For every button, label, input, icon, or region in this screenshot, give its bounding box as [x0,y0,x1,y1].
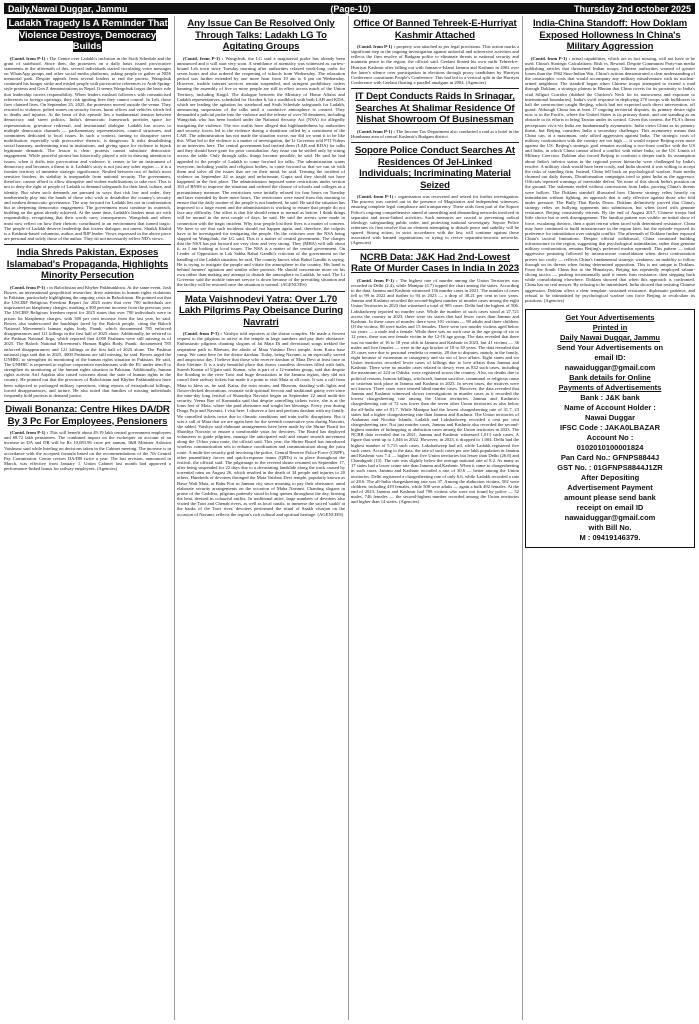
ad-line: with Bill No. [588,523,632,532]
ad-line: IFSC Code : JAKA0LBAZAR [559,423,660,432]
ad-line: Pan Card No.: GFNPS8844J [560,453,660,462]
article-divider [4,401,171,402]
article-divider [177,291,345,292]
ad-email: nawaiduggar@gmail.com [564,363,656,372]
ad-line: email ID: [594,353,626,362]
ad-line: Printed in [592,323,628,332]
article-headline: India Shreds Pakistan, Exposes Islamabad's Propaganda, Highlights Minority Persecution [6,247,169,282]
column-4 [525,16,695,1020]
article-body: (Contd. from P-1) : The Centre over Ladakh's inclusion in the Sixth Schedule and the grant of statehood. Since then, the protesters on a daily basis issued provocative statements in the aftermath of this, several individuals started circulating voice messages on WhatsApp groups and other social media platforms, asking people to gather at NDS memorial park. Despite appeals from several leaders to end the protest, Wangchuk continued his hunger strike and misled people with provocative references to Arab Spring-style protests and Gen Z demonstrations in Nepal. It seems Wangchuk forgot the basic rule that leadership carries responsibility. When leaders mislead followers with romanticised references to foreign uprisings, they risk igniting fires they cannot control. In Leh, those fires claimed lives. On September 25, 2025, the protesters moved outside the venue. They resorted to violence, pelted stones on security forces, burnt offices and vehicles which led to deaths and injuries. At the heart of this episode lies a fundamental tension between democracy and street politics. India's democratic framework provides space for representation, grievance redressal, and institutional dialogue. Ladakh has access to multiple democratic channels — parliamentary representatives, council structures, and committees dedicated to local issues. In such a context, turning to disruptive street mobilisation, especially with provocative rhetoric, is dangerous. It risks destabilising social harmony, undermining trust in institutions, and giving space for violence to hijack legitimate demands. The lesson is clear: protests cannot substitute democratic engagement. While peaceful protest has historically played a role in drawing attention to issues, when it drifts into provocation and violence, it ceases to be an instrument of democracy and becomes a threat to it. Ladakh's story is not just any other region — it is a frontier territory of immense strategic significance. Nestled between two of India's most sensitive borders, its stability is inseparable from national security. The government, therefore, cannot afford to allow disruptive and violent mobilisations to take root. This is not to deny the right of people of Ladakh to demand safeguards for their land, culture, and identity. But when such demands are pursued in ways that risk law and order, they inadvertently play into the hands of those who wish to destabilise the country's security and weaken democratic governance. The way forward for Ladakh lies not in confrontation but in deepening democratic engagement. The government must continue its outreach, building on the gains already achieved. At the same time, Ladakh's leaders must act with responsibility, recognising that their words carry consequences. Wangchuk and others must now reflect on how their rhetoric contributed to an environment that turned tragic. The people of Ladakh deserve leadership that fosters dialogue, not unrest. Shaikh Khalid is a Kashmir-based columnist, author, and BJP leader. Views expressed in the above piece are personal and solely those of the author. They do not necessarily reflect ND's views. [4,55,171,241]
ad-line: Payments of Advertisements [558,383,662,392]
article-ladakh-tragedy [4,18,171,241]
article-body: (Contd. from P-1) : Wangchuk, the LG said a magisterial probe has already been announced and it will start very soon. A semblance of normalcy was witnessed as curfew-bound Leh town since Tuesday morning after authorities relaxed week-long curbs for seven hours and also ordered the reopening of schools from Wednesday. The relaxation period was further extended by one more hour from 10 am to 6 pm on Wednesday. However, mobile internet services remain suspended, and stringent prohibitory orders banning the assembly of five or more people are still in effect across much of the Union Territory, including Kargil. The dialogue between the Ministry of Home Affairs and Ladakh representatives, scheduled for October 6, hit a roadblock with both LAB and KDA, which are leading the agitation for statehood and Sixth Schedule safeguards for Ladakh, announcing suspension of the talks until a conducive atmosphere is created. They demanded a judicial probe into the violence and the release of over 50 detainees, including Wangchuk who has been booked under the National Security Act (NSA) for allegedly instigating the violence. The two outfits have alleged that highhandedness by authorities and security forces led to the violence during a shutdown called by a constituent of the LAB. The administration has not made the situation worse, nor did we want it to be like this. What led to the violence is a matter of investigation, the Lt Governor told PTI Videos in an interview here. The central government had invited them (LAB and KDA) for talks and they should have gone for prior consultation. Any issue can be settled only by sitting across the table. Only through talks, things become possible, he said. He said he had appealed to the people of Ladakh to come forward for talks. The administration wants everyone, including youths and religious bodies, to come forward so that we can sit with them and solve all the issues that are on their mind, he said. Terming the incident of violence on September 24 as tragic and unfortunate, Gupta said they should not have happened in the first place. The administration imposed some restrictions under section 163 of BNSS to improve the situation and ordered the closure of schools and colleges as a precautionary measure. The restrictions were initially relaxed for four hours on Tuesday and later extended by three more hours. The restrictions were eased from this morning to ensure that the daily routine of the people is not hindered, he said. He said the situation has improved to a large extent and the administration is working to ensure that people do not face any difficulty. Our effort is that life should return to normal as before. I think things will be normal in the next couple of days, he said. He said the arrests were made in connection with the tragic incident. Why four people lost their lives is a matter of concern. We have to see that such incidents should not happen again, and, therefore, the culprits have to be investigated for instigating the people. On the criticism over the NSA being slapped on Wangchuk, the LG said, This is a matter of central government. The charges that the NSA has put forward are very clear and very strong. They (MHA) will talk about it, as I am looking at local issues. The NSA is a matter of the central government. On Leader of Opposition in Lok Sabha Rahul Gandhi's criticism of the government on the handling of the Ladakh situation, he said, The country knows what Rahul Gandhi is saying. He is trying to instigate the people and vitiate the atmosphere in the country. His hand is behind farmers' agitation and similar other protests. He should concentrate more on his own rather than making any attempt to disturb the atmosphere in Ladakh, he said. The Lt Governor said the mobile internet service is down because of the prevailing situation and the facility will be restored once the situation is normal. (AGENCIES) [177,55,345,288]
article-dateline: (Contd. from P-1) : [183,55,224,61]
ad-line: Name of Account Holder : [564,403,656,412]
ad-line: Get Your Advertisements [565,313,655,322]
ad-line: Bank : J&K bank [580,393,640,402]
ad-line: receipt on email ID [576,503,644,512]
article-dateline: (Contd. from P-1) : [183,331,222,337]
article-sopore-police-searches [351,145,519,246]
advertisement-box [525,309,695,548]
article-dateline: (Contd. from P-1) : [531,55,571,61]
article-headline: Mata Vaishnodevi Yatra: Over 1.70 Lakh Pilgrims Pay Obeisance During Navratri [178,293,343,328]
article-diwali-bonanza [4,404,171,471]
article-ncrb-data [351,252,519,505]
article-hurriyat-office-attached [351,18,519,85]
article-it-raids-srinagar [351,91,519,139]
article-body: (Contd. from P-1) : This will benefit about 49.19 lakh central government employees and 68.72 lakh pensioners. The combined impact on the exchequer on account of an increase in DA and DR will be Rs 10,083.96 crore per annum, I&B Minister Ashwini Vaishnaw said while briefing on decisions taken in the Cabinet meeting. The increase is in accordance with the accepted formula based on the recommendations of the 7th Central Pay Commission. Centre revises DA/DR twice a year. The last revision, announced in March, was effective from January 1. Union Cabinet last month had approved a performance-linked bonus for railway employees. (Agencies) [4,430,171,472]
article-ladakh-lg-talks [177,18,345,288]
article-headline: Diwali Bonanza: Centre Hikes DA/DR By 3 Pc For Employees, Pensioners [5,404,170,427]
masthead [4,3,695,14]
ad-line: GST No. : 01GFNPS8844J1ZR [557,463,663,472]
article-body: (Contd. from P-1) : actual capabilities, which are in fact missing, will not have to be used. China's Strategic Calculations: Risk vs. Reward. Despite Communist Party-run media publishing articles that threatened Indian troops, Chinese authorities warned of greater losses than the 1962 Sino-Indian War, China's actions demonstrated a clear understanding of the catastrophic costs that would accompany any military misadventure with its nuclear-armed neighbour. The standoff began when Chinese troops attempted to extend a road through Doklam, a strategic plateau in Bhutan that China covets for its proximity to India's vital Siliguri Corridor (dubbed the Chicken's Neck for its narrowness and exposure to international boundaries). India's swift response in deploying 270 troops with bulldozers to halt the construction caught Beijing, which had not expected such direct intervention, off guard. Although China has at least 17 ongoing territorial disputes, its primary desire right now is in the Pacific, where the United States is its primary threat, and one standing as an obstacle to its efforts to bring Taiwan under its control. Given this context, the PLA's threat perceptions vis-a-vis India are fundamentally asymmetric. India views China as its primary threat, but Beijing considers India a secondary challenger. This asymmetry means that China can, at a maximum, only afford aggression against India. The strategic costs of military confrontation with the country are too high — it would expose Beijing even more against the US. Beijing's strategic goal remains avoiding a two-front conflict with the US and India, in which China cannot afford a conflict with either India, or the US. Limits of Military Coercion. Doklam also forced Beijing to confront a deeper truth. Its assumption about India's inferior status in the regional power hierarchy were challenged by India's resolve. A military clash would have been costly, and India showed it was willing to accept the risks of standing firm. Instead, China fell back on psychological warfare. State media churned out daily threats. Disinformation campaigns tried to paint India as the aggressor. Officials repeated warnings of inevitable defeat. Yet none of this shook India's position on the ground. The stalemate ended without concessions from India, proving China's threats were hollow. The Doklam standoff illustrated how Chinese strategy relies heavily on intimidation without fighting, an approach that is only effective against those who fold under pressure. The Bully That Backs Down. Doklam definitively proved that China's strategy relies on bullying opponents into submission, but when faced with genuine resistance, Beijing consistently retreats. By the end of August 2017, Chinese troops had little choice but to seek disengagement. The familiar pattern was visible: an initial show of force, escalating rhetoric, then a quiet retreat when faced with determined resistance. China may have continued to build infrastructure in the region later, but the episode exposed its preference for intimidation over outright conflict. The aftermath of Doklam further exposed China's tactical limitations. Despite official withdrawal, China continued building infrastructure in the region, suggesting that psychological intimidation, rather than genuine military confrontation, remains Beijing's preferred modus operandi. This pattern — initial aggressive posturing followed by infrastructure consolidation when direct confrontation proves too costly — reflects China's fundamental strategic weakness: an inability to follow through on its threats when facing determined opposition. This is not unique to Doklam. From the South China Sea to the Himalayas, Beijing has repeatedly employed salami-slicing tactics — pushing incrementally until it meets firm resistance, then stepping back while consolidating elsewhere. Doklam showed that when this approach is confronted, China has no real answer. By refusing to be intimidated, India showed that resisting Chinese aggression, Doklam offers a clear template: sustained resistance, diplomatic patience, and refusal to be intimidated by psychological warfare can force Beijing to recalculate its positions. (Agencies) [525,55,695,303]
masthead-page-number: (Page-10) [330,3,371,14]
article-dateline: (Contd. from P-1) : [357,128,395,134]
article-headline: Ladakh Tragedy Is A Reminder That Violence Destroys, Democracy Builds [8,18,168,52]
ad-line: Daily Nawai Duggar, Jammu [559,333,661,342]
article-body: (Contd. from P-1) : property was attached as per legal provisions. This action marks a significant step in the ongoing investigation against unlawful and subversive activities and reflects the firm resolve of Budgam police to eliminate threats to national security and maintain peace in the region, the official said. Geelani floated his own outfit Tehreek-e-Hurriyat Kashmir after falling out with Jamaat-e-Islami Jammu and Kashmir in 2002 over the latter's silence over participation in elections through proxy candidates by Hurriyat Conference constituent People's Conference. This had led to a vertical split in the Hurriyat Conference with Geelani floating a parallel amalgam in 2004. (Agencies) [351,44,519,86]
article-headline: Office Of Banned Tehreek-E-Hurriyat Kashmir Attached [353,18,517,41]
article-body: (Contd. from P-1) : in Balochistan and Khyber Pakhtunkhwa. At the same event, Josh Bowes, an international geopolitical researcher, drew attention to human rights violations in Pakistan, particularly highlighting the ongoing crisis in Balochistan. He pointed out that the USCIRF Religious Freedom Report for 2025 notes that over 700 individuals are imprisoned on blasphemy charges, marking a 300 percent increase from the previous year. The USCIRF Religious freedom report for 2025 states that over 700 individuals were in prison for blasphemy charges, with 300 per cent increase from the last year, he said. Bowes also underscored the hardships faced by the Baloch people, citing the Baloch National Movement's human rights body, Paank, which documented 785 enforced disappearances and 121 killings in the first half of 2025 alone. Additionally, he referred to the Pashtun National Jirga, which reported that 4,000 Pashtuns were still missing as of 2025. The Baloch National Movement's Human Rights Body, Paank, documented 785 enforced disappearances and 121 killings in the first half of 2025 alone. The Pashtun national jirga said that in 2025, 4000 Pashtuns are still missing, he said. Bowes urged the UNHRC to strengthen its monitoring of the human rights situation in Pakistan. He said, The UNHRC is requested to explore cooperative mechanisms with the EU under item 8 to strengthen its monitoring of the human rights situation in Pakistan. Additionally, human rights activist Arif Aajakia also raised concerns about the state of human rights in the country. He pointed out that the provinces of Balochistan and Khyber Pakhtunkhwa have been subjected to prolonged military operations, citing reports of extrajudicial killings, forced disappearances, and torture. He also noted that families of missing individuals frequently hold protests to demand justice. [4,284,171,398]
ad-line: Account No : [586,433,634,442]
column-2 [177,16,345,1020]
article-body: (Contd. from P-1) : Vaishyo told reporters at the shrine complex. He made a fervent request to the pilgrims to arrive at the temple in large numbers and pay their obeisance. Enthusiastic pilgrims chanting slogans of Jai Mata Di and devotional songs trekked the serpentine path to Bhawan, the abode of Mata Vaishno Devi temple, from Katra base camp. We came here for the divine darshan. Today, being Navami, is an especially sacred and auspicious day. I believe that those who receive darshan of Mata Devi at least once in their lifetime. It is a truly beautiful place that draws countless devotees filled with faith, Suresh Kumar of Ujjain said. Kumar, who is part of a 12-member group, said that despite the flooding in the river Tawi and huge devastation in the Jammu region, they did not cancel their railway tickets but made it a point to visit Mata at all costs. It was a call from Mata to bless us, he said. Katra, the twin routes, and Bhawan, dazzling with lights and flower-decked decorations, resonate with spiritual fervour and traditional gaiety ever since the nine-day long festival of Sharadiya Navratri began on September 22 amid multi-tier security. Veena Rao of Karnataka said that despite cancelling tickets twice, she is at the lotus feet of Mata, where she paid obeisance and sought her blessings. Every year during Durga Puja and Navratri, I visit here. I observe a fast and perform darshan with my family. We cancelled tickets twice due to climatic conditions and train traffic disruptions. But it was a call of Mata that we are again here for the seventh consecutive year during Navratri, she added. Vaishyo said elaborate arrangements have been made by the Shrine Board for Shardiya Navratri to ensure a comfortable yatra for devotees. The Board has deployed volunteers to guide pilgrims, manage the anticipated rush and ensure smooth movement along the 13-km yatra route, the official said. This year, the Shrine Board has introduced wireless communication sets to enhance coordination and communication along the yatra route. A multi-tier security grid involving the police, Central Reserve Police Force (CRPF), other paramilitary forces and quick-response teams (QRTs) is in place throughout the festival, the official said. The pilgrimage to the revered shrine resumed on September 17, after being suspended for 22 days due to a devastating landslide along the track caused by torrential rains on August 26, which resulted in the death of 34 people and injuries to 20 others. Hundreds of devotees thronged the Mata Vaishno Devi temple, popularly known as Bawe Wali Mata, at Bahu Fort in Jammu city since morning to pay their obeisance, amid elaborate security arrangements on the occasion of Maha Navami. Chanting slogans in praise of the Goddess, pilgrims patiently stood in long queues throughout the day, braving the heat, dressed in colourful outfits. In traditional attire, large numbers of devotees also visited the Tawi and Chenab rivers, as well as local canals, to immerse the sacred 'saakh' at the banks of the Tawi river, devotees performed the ritual of Saakh visarjan on the occasion of Navami, reflects the region's rich cultural and spiritual heritage. (AGENCIES) [177,331,345,517]
article-vaishnodevi-yatra [177,294,345,517]
article-headline: Any Issue Can Be Resolved Only Through Talks: Ladakh LG To Agitating Groups [187,18,335,52]
masthead-paper-name: Daily,Nawai Duggar, Jammu [8,3,128,14]
article-dateline: (Contd. from P-1) : [357,44,396,49]
ad-line: Send Your Advertisements on [556,343,664,352]
ad-phone: M : 09419146379. [579,533,641,542]
column-1 [4,16,171,1020]
article-body: (Contd. from P-1) : The Income Tax Department also conducted a raid at a hotel in the Humhama area of central Kashmir's Budgam district. [351,128,519,139]
article-headline: Sopore Police Conduct Searches At Residences Of Jel-Linked Individuals; Incriminating Material Seized [354,145,515,191]
article-divider [4,244,171,245]
ad-line: Advertisement Payment [567,483,653,492]
article-body: (Contd. from P-1) : organisation was recovered and seized for further investigation. The process was carried out in the presence of Magistrates and independent witnesses, ensuring complete legal compliance and transparency. These raids form part of the Sopore Police's ongoing comprehensive aimed at unearthing and dismantling networks involved in separatist and terror-linked activities. Such measures are crucial to preventing radical ideology, safeguarding public order, and protecting national sovereignty. Sopore Police reiterates its firm resolve that no element attempting to disturb peace and stability will be spared. Strong action, in strict accordance with the law, will continue against those associated with banned organisations or trying to revive separatist-terrorist networks. (Agencies) [351,194,519,246]
article-body: (Contd. from P-1) : The highest rate of murder among the Union Territories was recorded in Delhi (2.4), while Manipur (4.7) topped the chart among the states. According to the data, Jammu and Kashmir witnessed 136 murder cases in 2021. The number of cases fell to 99 in 2022 and further to 94 in 2023 — a drop of 38.21 per cent in two years. Jammu and Kashmir recorded the second-highest number of murder cases among the eight Union Territories in 2023 that witnessed a total of 905 cases. Delhi had the highest of 506. Lakshadweep reported no murder case. While the number of such cases stood at 27,721 across the country in 2023, there were six states that had fewer cases than Jammu and Kashmir. In these cases of murder, there were 101 victims — 98 adults and three children. Of the victims, 86 were males and 15 females. There were two murder victims aged below six years — a male and a female. While there was no such case in the age group of six to 12 years, there was one female victim in the 12-16 age group. The data revealed that there was no murder of 16 to 18 year olds in Jammu and Kashmir in 2023, but 41 victims — 36 males and five females — were in the age bracket of 18 to 30 years. The data revealed that 23 cases were due to personal vendetta or enmity, 28 due to disputes, mainly in the family, eight because of extremism or insurgency and six out of love affairs. Eight states and six Union territories recorded fewer cases of killings due to love affairs than Jammu and Kashmir. There were no murder cases related to dowry even as 832 such cases, including the maximum of 224 in Odisha, were registered across the country. Also, no deaths due to political reasons, honour killings, witchcraft, human sacrifice, communal or religious cause or casteism took place in Jammu and Kashmir in 2023. In seven cases, the motives were not known. Three cases were termed blind murder cases. However, the data revealed that Jammu and Kashmir witnessed slower investigations in murder cases as it recorded the lowest chargesheeting rate among the Union territories. Jammu and Kashmir's chargesheeting rate of 72 was lower than the seven other Union territories as also below the all-India rate of 81.7. While Manipur had the lowest chargesheeting rate of 31.7, 23 states had a higher chargesheeting rate than Jammu and Kashmir. The Union territories of Andaman and Nicobar Islands, Ladakh and Lakshadweep recorded a cent per cent chargesheeting rate. Not just murder cases, Jammu and Kashmir also recorded the second-highest number of kidnapping or abduction cases among the Union territories in 2023. The NCRB data revealed that in 2021, Jammu and Kashmir witnessed 1,013 such cases. A figure that went up to 1,046 in 2022. However, in 2023, it dropped to 1,004. Delhi had the highest number of 5,715 such cases. Lakshadweep had nil, while Ladakh registered five such cases. According to the data, the rate of such cases per one lakh population in Jammu and Kashmir was 7.4 — higher than five Union territories but lesser than Delhi (26.6) and Chandigarh (13). The rate was slightly below the average national rate of 8.2. As many as 17 states had a lower crime rate than Jammu and Kashmir. When it came to chargesheeting in such cases, Jammu and Kashmir recorded a rate of 30.6 — better among the Union territories. Delhi registered a chargesheeting rate of only 6.6, while Ladakh recorded a rate of 28.6. The all-India chargesheeting rate was 37. Among the abduction victims, 502 were children, including 419 females, while 508 were adults — again a bulk 492 females. At the end of 2023, Jammu and Kashmir had 798 victims who were not found by police — 52 males, 746 females — the second-highest number recorded among the Union territories and higher than 14 states. (Agencies) [351,277,519,505]
column-rule [174,16,175,1020]
column-3 [351,16,519,1020]
article-headline: IT Dept Conducts Raids In Srinagar, Searches At Shalimar Residence Of Nishat Showroom Of Businessman [355,91,515,126]
article-headline: NCRB Data: J&K Had 2nd-Lowest Rate Of Murder Cases In India In 2023 [351,251,519,275]
article-india-china-doklam [525,18,695,303]
ad-line: Bank details for Online [569,373,651,382]
column-rule [348,16,349,1020]
ad-line: Nawai Duggar [584,413,635,422]
article-india-shreds-pakistan [4,247,171,398]
ad-email: nawaiduggar@gmail.com [564,513,656,522]
article-dateline: (Contd. from P-1) : [357,194,397,200]
column-rule [522,16,523,1020]
article-divider [351,142,519,143]
article-divider [351,249,519,250]
article-dateline: (Contd. from P-1) : [10,430,49,436]
article-dateline: (Contd. from P-1) : [10,284,48,290]
article-headline: India-China Standoff: How Doklam Exposed Hollowness In China's Military Aggression [532,18,688,52]
ad-line: amount please send bank [564,493,656,502]
ad-line: 0102010100001824 [576,443,644,452]
article-dateline: (Contd. from P-1) : [357,277,398,283]
ad-line: After Depositing [580,473,640,482]
masthead-date: Thursday 2nd october 2025 [573,3,691,14]
article-divider [351,88,519,89]
article-dateline: (Contd. from P-1) : [10,55,49,61]
